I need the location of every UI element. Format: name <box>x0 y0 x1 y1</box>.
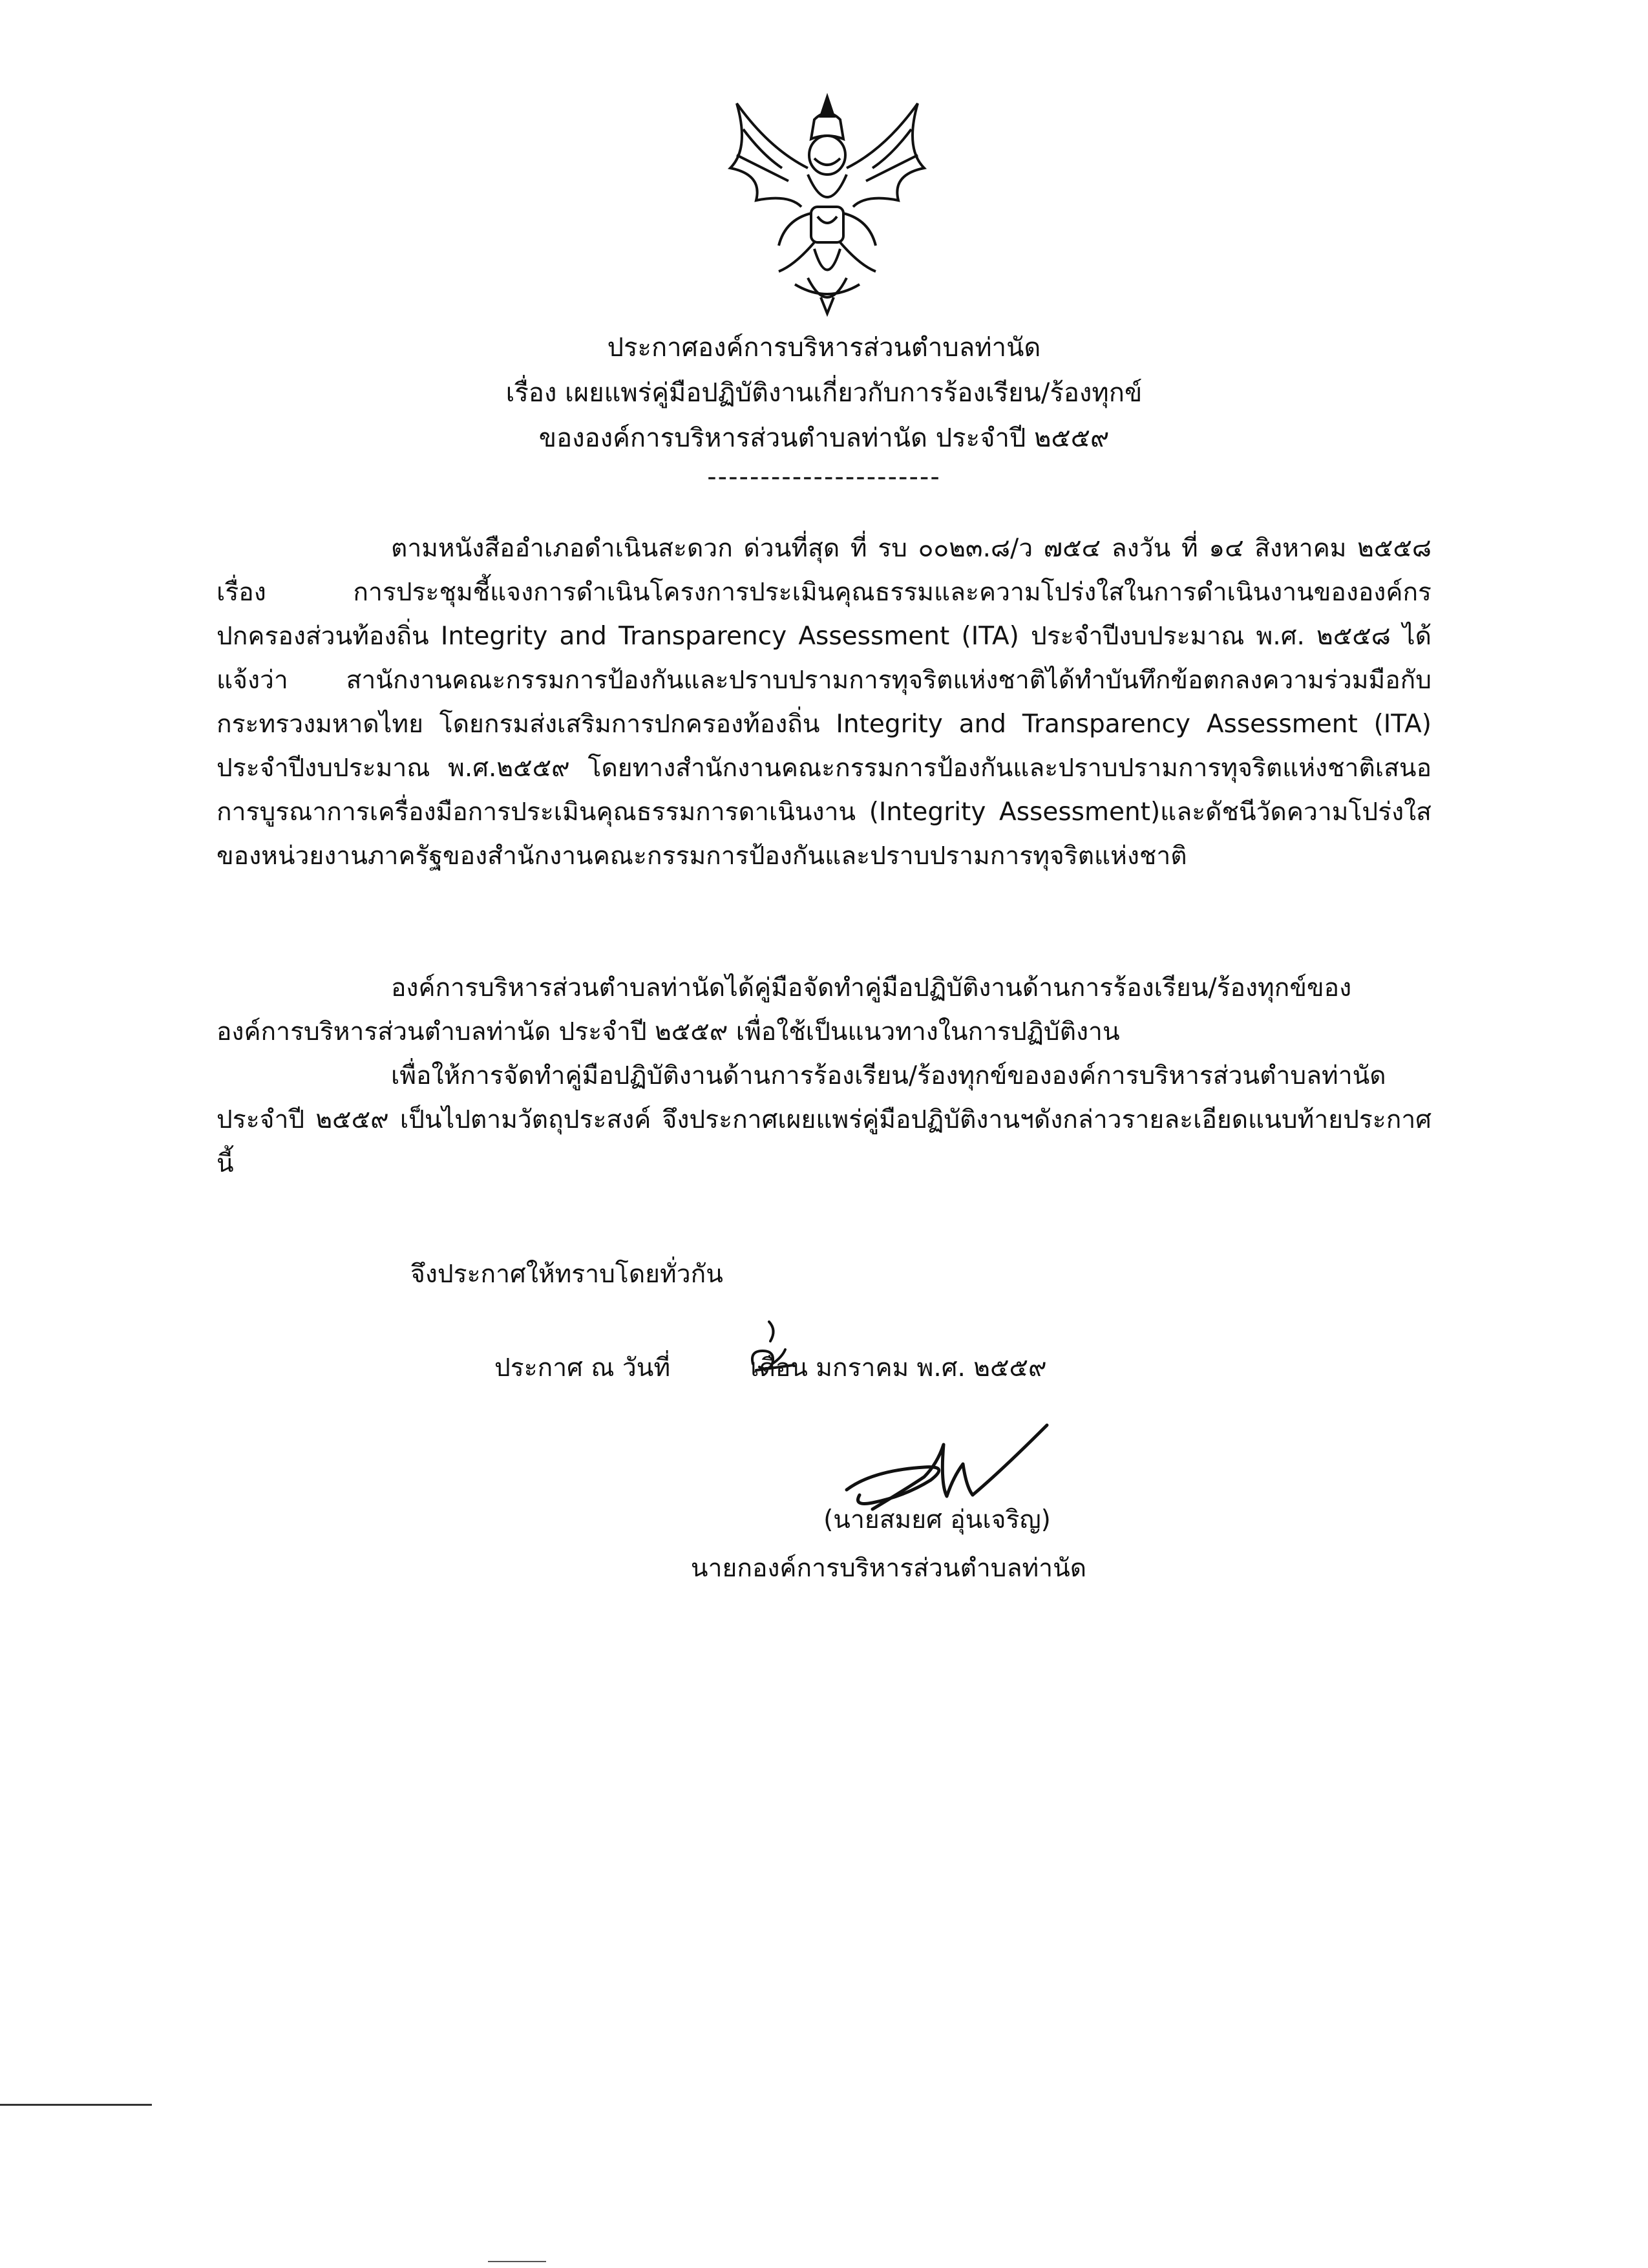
date-prefix: ประกาศ ณ วันที่ <box>494 1353 671 1383</box>
body-paragraph-3: เพื่อให้การจัดทำคู่มือปฏิบัติงานด้านการร้องเรียน/ร้องทุกข์ขององค์การบริหารส่วนตำบลท่านัด ประจำปี ๒๕๕๙ เป็นไปตามวัตถุประสงค์ จึงประกาศเผยแพร่คู่มือปฏิบัติงานฯดังกล่าวรายละเอียดแนบท้ายประกาศนี้ <box>217 1061 1431 1178</box>
signer-title: นายกองค์การบริหารส่วนตำบลท่านัด <box>690 1554 1087 1583</box>
closing-statement: จึงประกาศให้ทราบโดยทั่วกัน <box>410 1260 723 1289</box>
header-separator: ---------------------- <box>707 462 941 492</box>
garuda-emblem-icon <box>717 90 937 320</box>
announcement-subject: เรื่อง เผยแพร่คู่มือปฏิบัติงานเกี่ยวกับการร้องเรียน/ร้องทุกข์ <box>505 378 1143 408</box>
announcement-subject-cont: ขององค์การบริหารส่วนตำบลท่านัด ประจำปี ๒๕๕๙ <box>538 423 1110 453</box>
announcement-title: ประกาศองค์การบริหารส่วนตำบลท่านัด <box>607 333 1041 363</box>
handwritten-day-icon <box>743 1319 801 1377</box>
scan-artifact-mark <box>488 2261 546 2262</box>
body-paragraph-2: องค์การบริหารส่วนตำบลท่านัดได้คู่มือจัดทำคู่มือปฏิบัติงานด้านการร้องเรียน/ร้องทุกข์ขององค์การบริหารส่วนตำบลท่านัด ประจำปี ๒๕๕๙ เพื่อใช้เป็นแนวทางในการปฏิบัติงาน <box>217 973 1352 1046</box>
scan-artifact-line <box>0 2104 152 2106</box>
body-paragraph-1: ตามหนังสืออำเภอดำเนินสะดวก ด่วนที่สุด ที่ รบ ๐๐๒๓.๘/ว ๗๕๔ ลงวัน ที่ ๑๔ สิงหาคม ๒๕๕๘ เรื่อง การประชุมชี้แจงการดำเนินโครงการประเมินคุณธรรมและความโปร่งใสในการดำเนินงานขององค์กรปกครองส่วนท้องถิ่น Integrity and Transparency Assessment (ITA) ประจำปีงบประมาณ พ.ศ. ๒๕๕๘ ได้แจ้งว่า สานักงานคณะกรรมการป้องกันและปราบปรามการทุจริตแห่งชาติได้ทำบันทึกข้อตกลงความร่วมมือกับ กระทรวงมหาดไทย โดยกรมส่งเสริมการปกครองท้องถิ่น Integrity and Transparency Assessment (ITA) ประจำปีงบประมาณ พ.ศ.๒๕๕๙ โดยทางสำนักงานคณะกรรมการป้องกันและปราบปรามการทุจริตแห่งชาติเสนอการบูรณาการเครื่องมือการประเมินคุณธรรมการดาเนินงาน (Integrity Assessment)และดัชนีวัดความโปร่งใสของหน่วยงานภาครัฐของสำนักงานคณะกรรมการป้องกันและปราบปรามการทุจริตแห่งชาติ <box>217 534 1431 871</box>
signer-name: (นายสมยศ อุ่นเจริญ) <box>823 1505 1051 1534</box>
date-suffix: เดือน มกราคม พ.ศ. ๒๕๕๙ <box>750 1353 1047 1383</box>
